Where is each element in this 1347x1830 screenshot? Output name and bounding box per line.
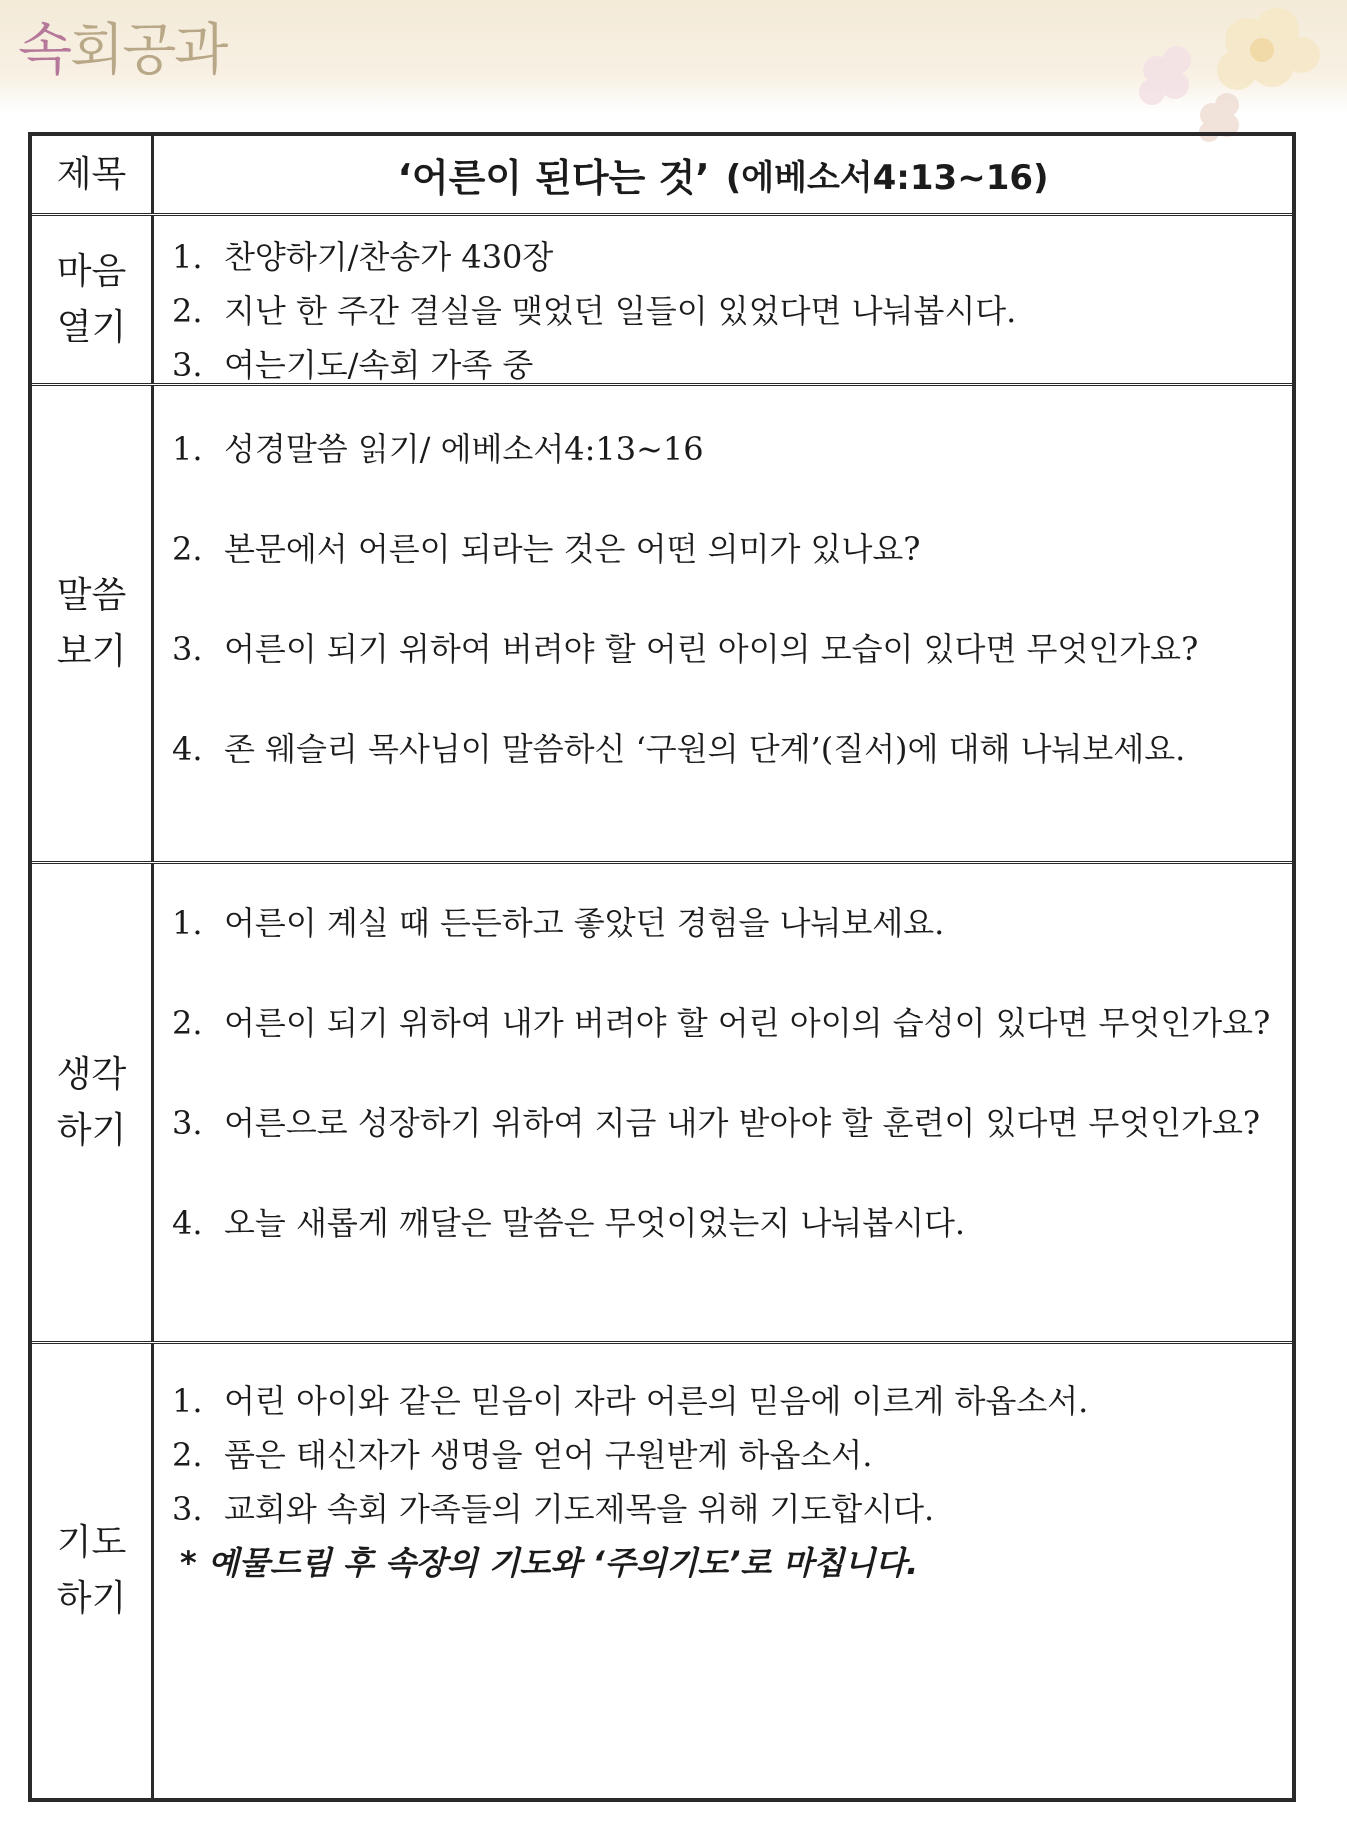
list-item bbox=[172, 1482, 1274, 1536]
item-number: 1. bbox=[172, 904, 203, 942]
list-item bbox=[172, 1096, 1274, 1150]
list-item bbox=[172, 622, 1274, 676]
list-item bbox=[172, 1196, 1274, 1250]
lesson-title bbox=[172, 136, 1274, 213]
closing-note: * 예물드림 후 속장의 기도와 ‘주의기도’로 마칩니다. bbox=[180, 1544, 919, 1582]
header-band bbox=[0, 0, 1347, 112]
list-item bbox=[172, 230, 1274, 284]
item-number: 1. bbox=[172, 430, 203, 468]
section-pray-list bbox=[172, 1374, 1274, 1536]
item-text: 여는기도/속회 가족 중 bbox=[224, 346, 534, 384]
item-text: 지난 한 주간 결실을 맺었던 일들이 있었다면 나눠봅시다. bbox=[224, 292, 1017, 330]
worksheet-table bbox=[28, 132, 1296, 1802]
item-text: 존 웨슬리 목사님이 말씀하신 ‘구원의 단계’(질서)에 대해 나눠보세요. bbox=[224, 730, 1186, 768]
list-item bbox=[172, 284, 1274, 338]
item-number: 3. bbox=[172, 1490, 203, 1528]
item-number: 2. bbox=[172, 530, 203, 568]
item-number: 2. bbox=[172, 1004, 203, 1042]
section-word-label bbox=[32, 386, 154, 861]
section-open-label bbox=[32, 216, 154, 383]
title-label-text: 제목 bbox=[56, 153, 127, 195]
list-item bbox=[172, 1428, 1274, 1482]
item-number: 1. bbox=[172, 238, 203, 276]
section-word-label-line2: 보기 bbox=[56, 630, 127, 672]
item-number: 2. bbox=[172, 292, 203, 330]
item-text: 어른이 되기 위하여 내가 버려야 할 어린 아이의 습성이 있다면 무엇인가요? bbox=[224, 1004, 1271, 1042]
brand-title bbox=[18, 6, 226, 86]
list-item bbox=[172, 996, 1274, 1050]
brand-title-accent: 속 bbox=[18, 18, 71, 83]
item-number: 3. bbox=[172, 1104, 203, 1142]
item-text: 교회와 속회 가족들의 기도제목을 위해 기도합시다. bbox=[224, 1490, 935, 1528]
list-item bbox=[172, 422, 1274, 476]
item-number: 1. bbox=[172, 1382, 203, 1420]
item-text: 어른이 계실 때 든든하고 좋았던 경험을 나눠보세요. bbox=[224, 904, 945, 942]
section-think-label-line1: 생각 bbox=[56, 1053, 127, 1095]
list-item bbox=[172, 722, 1274, 776]
section-think-content bbox=[172, 896, 1274, 1341]
section-word-label-line1: 말씀 bbox=[56, 574, 127, 616]
item-text: 어린 아이와 같은 믿음이 자라 어른의 믿음에 이르게 하옵소서. bbox=[224, 1382, 1089, 1420]
item-text: 품은 태신자가 생명을 얻어 구원받게 하옵소서. bbox=[224, 1436, 873, 1474]
section-word-list bbox=[172, 422, 1274, 776]
section-open bbox=[32, 216, 1292, 386]
section-pray bbox=[32, 1344, 1292, 1798]
item-text: 어른이 되기 위하여 버려야 할 어린 아이의 모습이 있다면 무엇인가요? bbox=[224, 630, 1199, 668]
section-open-list bbox=[172, 230, 1274, 392]
item-number: 3. bbox=[172, 630, 203, 668]
title-row bbox=[32, 136, 1292, 216]
item-number: 2. bbox=[172, 1436, 203, 1474]
section-word bbox=[32, 386, 1292, 864]
section-open-content bbox=[172, 230, 1274, 383]
flower-decoration-icon bbox=[1097, 0, 1327, 150]
item-number: 4. bbox=[172, 1204, 203, 1242]
item-text: 본문에서 어른이 되라는 것은 어떤 의미가 있나요? bbox=[224, 530, 921, 568]
list-item bbox=[172, 338, 1274, 392]
section-pray-label-line2: 하기 bbox=[56, 1578, 127, 1619]
section-think-label-line2: 하기 bbox=[56, 1109, 127, 1151]
section-think-list bbox=[172, 896, 1274, 1250]
section-open-label-line2: 열기 bbox=[56, 306, 127, 348]
section-word-content bbox=[172, 422, 1274, 861]
section-pray-label-line1: 기도 bbox=[56, 1522, 127, 1563]
title-row-label bbox=[32, 136, 154, 213]
lesson-title-reference: (에베소서4:13~16) bbox=[725, 158, 1049, 198]
list-item bbox=[172, 1374, 1274, 1428]
item-text: 오늘 새롭게 깨달은 말씀은 무엇이었는지 나눠봅시다. bbox=[224, 1204, 966, 1242]
list-item bbox=[172, 896, 1274, 950]
item-text: 찬양하기/찬송가 430장 bbox=[224, 238, 554, 276]
brand-title-rest: 회공과 bbox=[70, 18, 227, 83]
list-item bbox=[172, 522, 1274, 576]
lesson-title-main: ‘어른이 된다는 것’ bbox=[397, 156, 710, 200]
item-text: 어른으로 성장하기 위하여 지금 내가 받아야 할 훈련이 있다면 무엇인가요? bbox=[224, 1104, 1261, 1142]
section-think bbox=[32, 864, 1292, 1344]
item-number: 3. bbox=[172, 346, 203, 384]
title-row-content bbox=[172, 136, 1274, 213]
item-text: 성경말씀 읽기/ 에베소서4:13~16 bbox=[224, 430, 704, 468]
section-pray-label bbox=[32, 1344, 154, 1798]
section-think-label bbox=[32, 864, 154, 1341]
section-open-label-line1: 마음 bbox=[56, 250, 127, 292]
item-number: 4. bbox=[172, 730, 203, 768]
section-pray-content bbox=[172, 1374, 1274, 1798]
